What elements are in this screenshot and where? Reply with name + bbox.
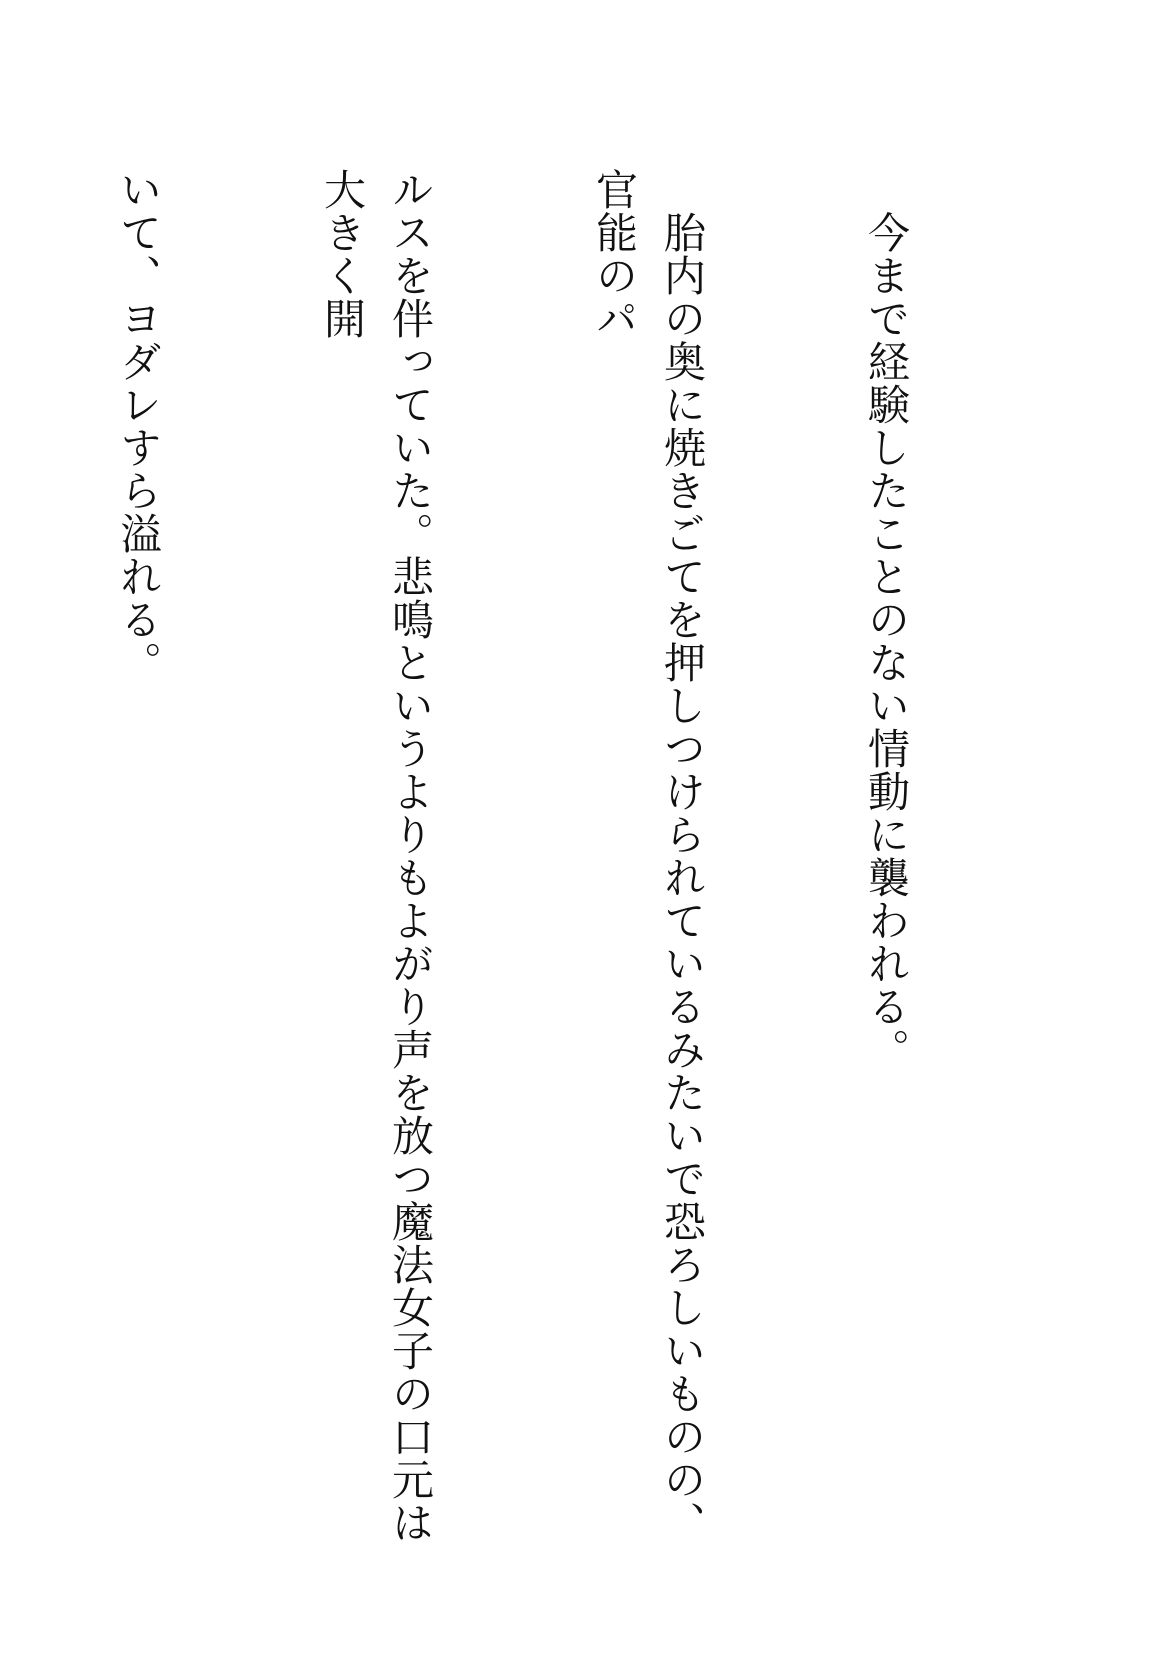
- text-line: ルスを伴っていた。悲鳴というよりもよがり声を放つ魔法女子の口元は大きく開: [318, 168, 435, 1544]
- vertical-text-body: [0, 168, 1056, 1568]
- text-line: 胎内の奥に焼きごてを押しつけられているみたいで恐ろしいものの、官能のパ: [590, 168, 707, 1544]
- text-line: 今まで経験したことのない情動に襲われる。: [862, 168, 911, 1071]
- text-line: いて、ヨダレすら溢れる。: [114, 168, 163, 684]
